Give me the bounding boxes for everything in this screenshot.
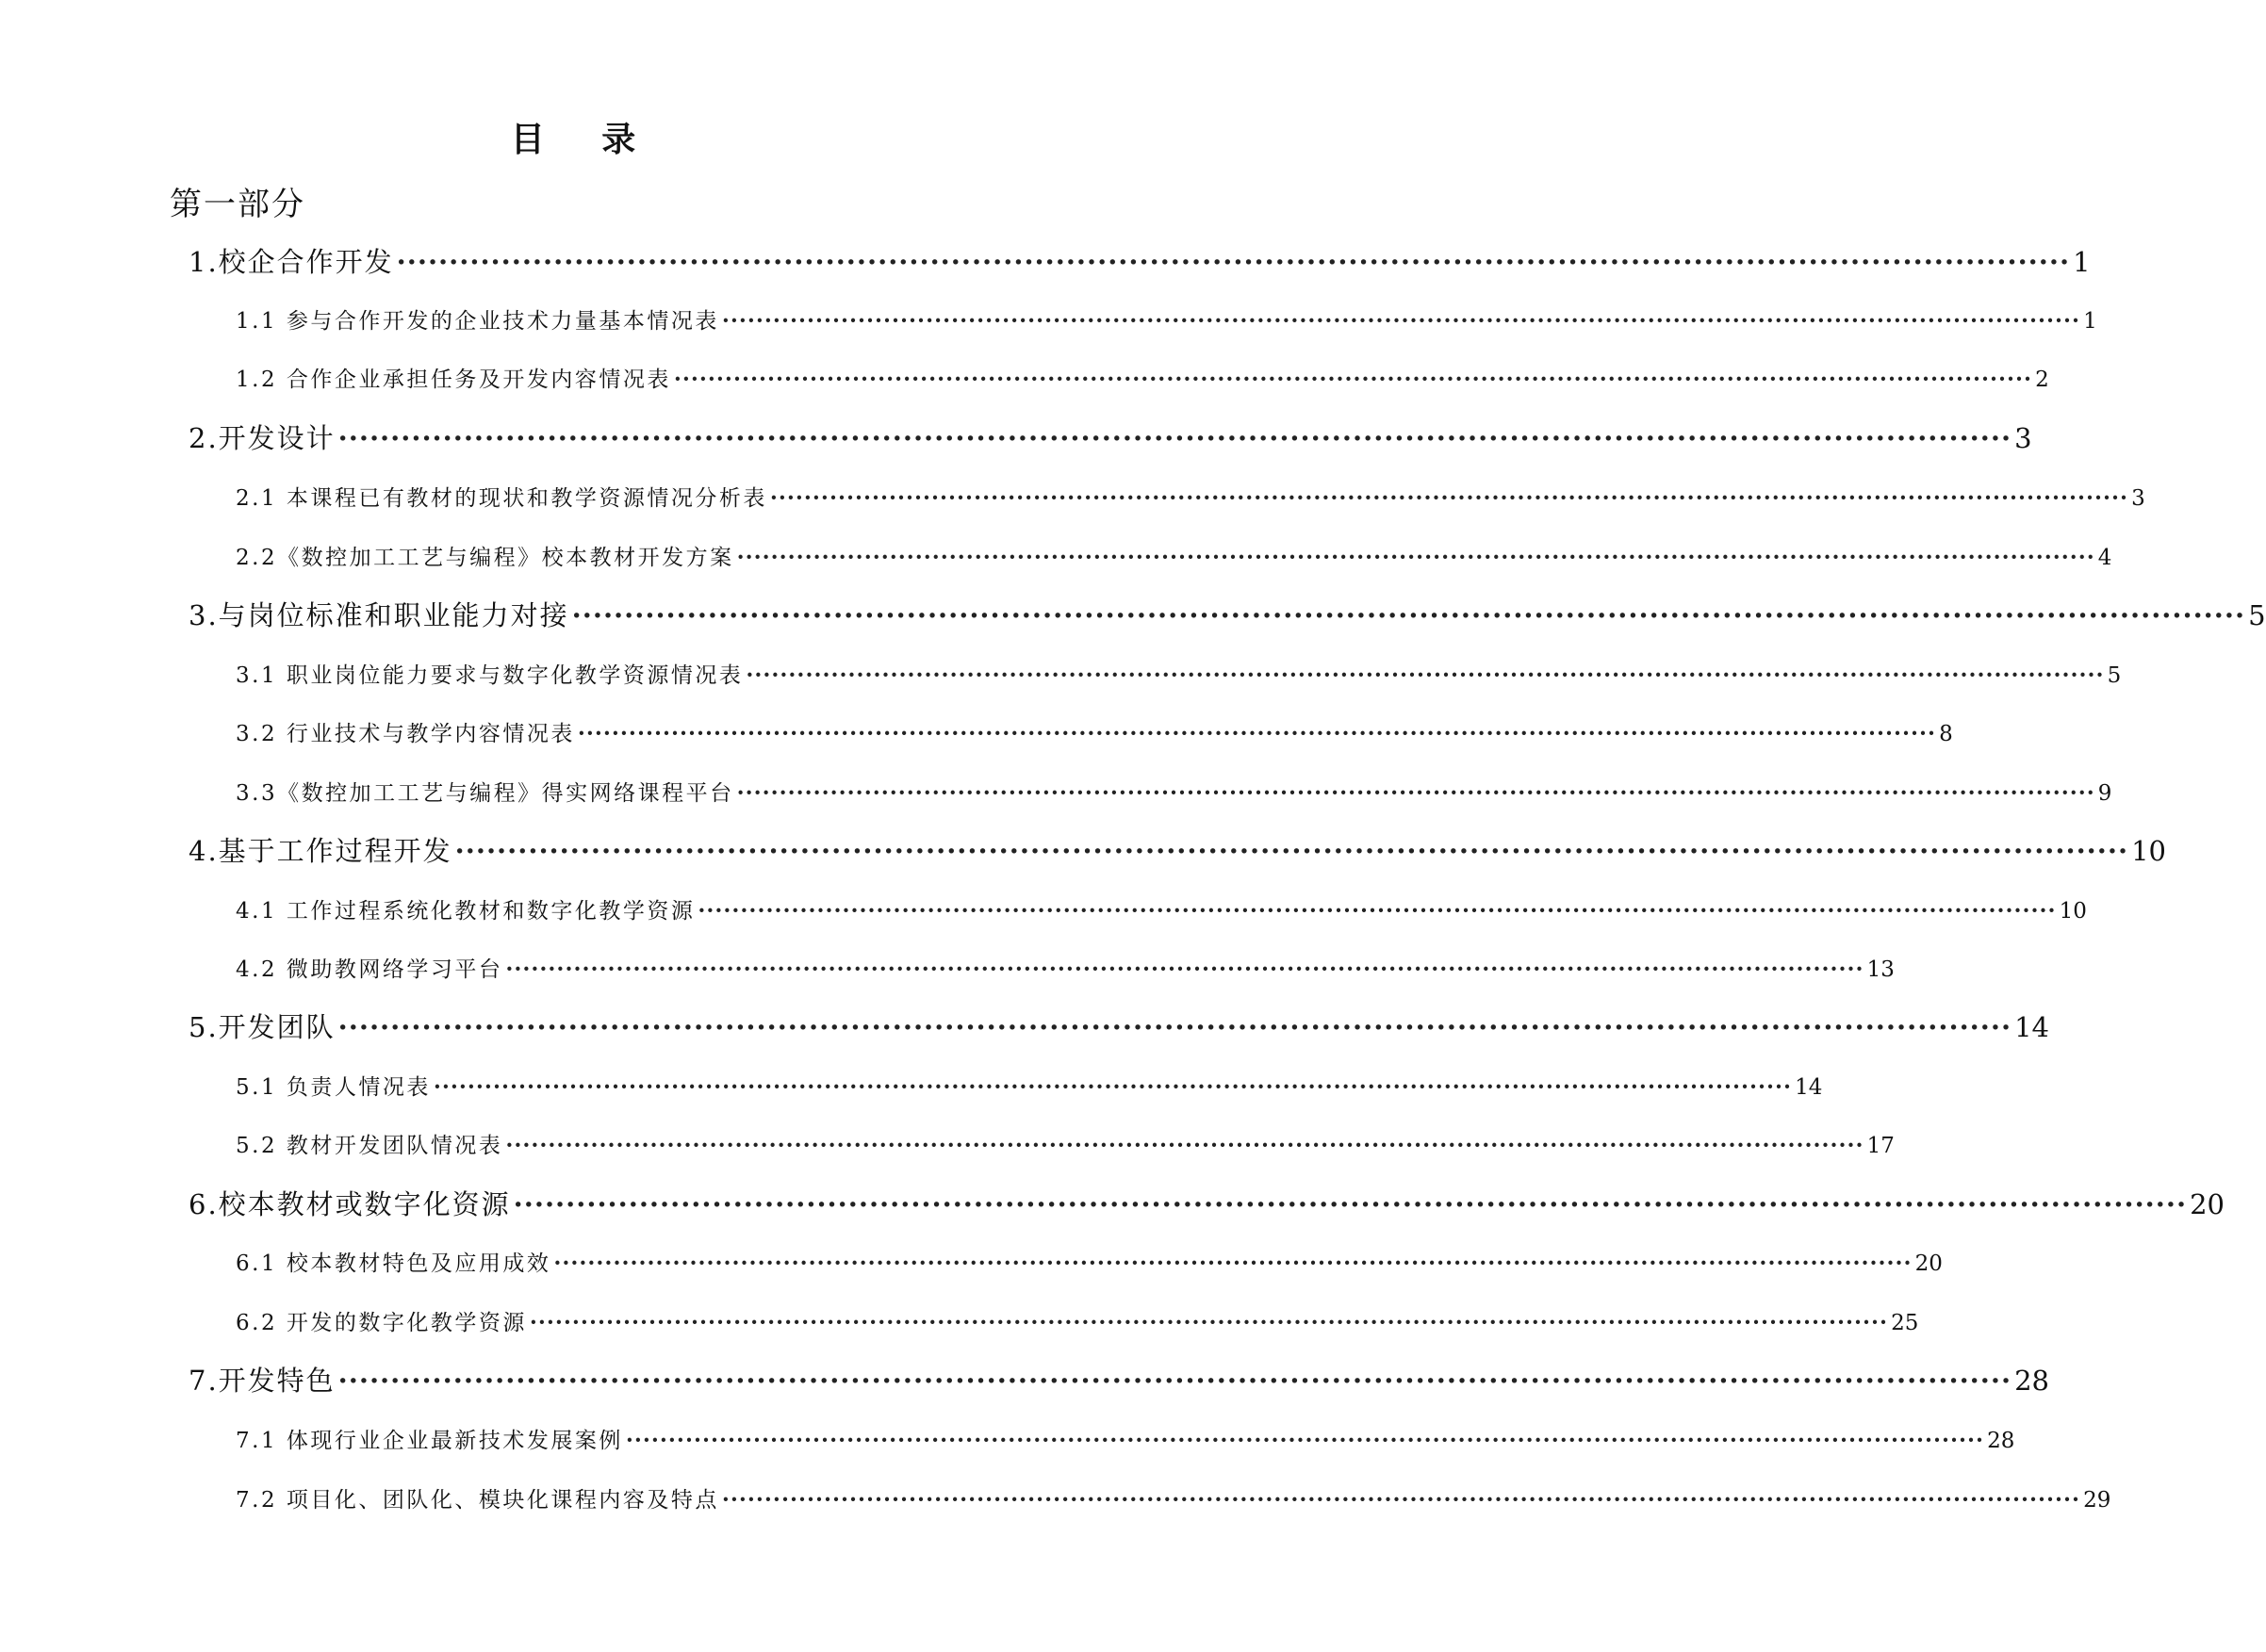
dot-leader: ································································································································································ [505, 1133, 1864, 1158]
toc-entry[interactable] [236, 1425, 2015, 1457]
toc-entry-label: 2.开发设计 [189, 422, 336, 454]
dot-leader: ································································································································································ [337, 1011, 2012, 1043]
toc-entry[interactable] [236, 1484, 2111, 1516]
toc-entry-label: 7.开发特色 [189, 1365, 336, 1397]
dot-leader: ································································································································································ [337, 1365, 2012, 1397]
toc-entry[interactable] [236, 305, 2097, 337]
toc-entry[interactable] [189, 597, 2266, 634]
toc-entry-label: 2.2《数控加工工艺与编程》校本教材开发方案 [236, 546, 734, 570]
toc-page-number: 9 [2097, 781, 2112, 806]
toc-entry-label: 7.2 项目化、团队化、模块化课程内容及特点 [236, 1488, 719, 1513]
dot-leader: ································································································································································ [577, 721, 1937, 746]
toc-page-number: 10 [2059, 899, 2087, 924]
toc-page-number: 25 [1891, 1311, 1919, 1335]
toc-entry[interactable] [189, 1186, 2225, 1223]
dot-leader: ································································································································································ [736, 545, 2095, 570]
toc-page-number: 28 [1987, 1429, 2015, 1453]
dot-leader: ································································································································································ [673, 367, 2033, 392]
dot-leader: ································································································································································ [736, 780, 2095, 806]
toc-entry-label: 5.1 负责人情况表 [236, 1075, 431, 1100]
toc-entry-label: 3.2 行业技术与教学内容情况表 [236, 722, 575, 746]
toc-entry-label: 4.2 微助教网络学习平台 [236, 957, 503, 982]
dot-leader: ································································································································································ [529, 1310, 1889, 1335]
toc-entry[interactable] [189, 419, 2032, 457]
toc-page-number: 4 [2097, 546, 2112, 570]
dot-leader: ································································································································································ [769, 485, 2129, 511]
toc-page-number: 5 [2248, 599, 2266, 631]
toc-page-number: 14 [1795, 1075, 1823, 1100]
toc-entry[interactable] [236, 1307, 1919, 1339]
toc-page-number: 2 [2035, 368, 2049, 392]
dot-leader: ································································································································································ [505, 957, 1864, 982]
dot-leader: ································································································································································ [433, 1074, 1793, 1100]
dot-leader: ································································································································································ [746, 662, 2105, 688]
toc-entry[interactable] [236, 542, 2112, 574]
toc-page-number: 14 [2014, 1011, 2049, 1043]
toc-page-number: 3 [2131, 486, 2145, 511]
toc-entry-label: 6.2 开发的数字化教学资源 [236, 1311, 527, 1335]
toc-page-number: 20 [1914, 1251, 1943, 1276]
toc-page-number: 3 [2014, 422, 2032, 454]
toc-entry-label: 3.与岗位标准和职业能力对接 [189, 599, 569, 631]
dot-leader: ································································································································································ [553, 1251, 1913, 1276]
toc-entry[interactable] [236, 954, 1895, 986]
dot-leader: ································································································································································ [513, 1188, 2188, 1220]
toc-page-number: 17 [1866, 1134, 1895, 1158]
toc-entry[interactable] [236, 895, 2087, 927]
dot-leader: ································································································································································ [698, 898, 2057, 924]
toc-page-number: 13 [1866, 957, 1895, 982]
toc-entry[interactable] [236, 1248, 1943, 1280]
toc-entry-label: 1.校企合作开发 [189, 246, 394, 278]
toc-entry-label: 2.1 本课程已有教材的现状和教学资源情况分析表 [236, 486, 767, 511]
toc-entry-label: 6.1 校本教材特色及应用成效 [236, 1251, 551, 1276]
toc-entry[interactable] [189, 1362, 2049, 1399]
toc-page-number: 20 [2190, 1188, 2225, 1220]
toc-page-number: 10 [2131, 835, 2166, 867]
toc-entry-label: 5.开发团队 [189, 1011, 336, 1043]
toc-entry-label: 1.1 参与合作开发的企业技术力量基本情况表 [236, 309, 719, 334]
toc-entry[interactable] [189, 832, 2166, 870]
toc-entry-label: 3.3《数控加工工艺与编程》得实网络课程平台 [236, 781, 734, 806]
toc-entry[interactable] [236, 777, 2112, 810]
toc-entry[interactable] [236, 483, 2145, 515]
toc-page-number: 5 [2107, 663, 2122, 688]
toc-entry[interactable] [236, 364, 2049, 396]
toc-page-number: 28 [2014, 1365, 2049, 1397]
toc-page-number: 29 [2083, 1488, 2111, 1513]
toc-entry-label: 4.基于工作过程开发 [189, 835, 452, 867]
toc-entry-label: 6.校本教材或数字化资源 [189, 1188, 511, 1220]
toc-entry-label: 5.2 教材开发团队情况表 [236, 1134, 503, 1158]
dot-leader: ································································································································································ [337, 422, 2012, 454]
dot-leader: ································································································································································ [721, 308, 2081, 334]
dot-leader: ································································································································································ [625, 1428, 1985, 1453]
toc-entry-label: 3.1 职业岗位能力要求与数字化教学资源情况表 [236, 663, 744, 688]
toc-page-number: 1 [2083, 309, 2097, 334]
dot-leader: ································································································································································ [396, 246, 2071, 278]
toc-entry[interactable] [236, 718, 1953, 750]
toc-page-number: 1 [2073, 246, 2091, 278]
toc-entry-label: 7.1 体现行业企业最新技术发展案例 [236, 1429, 623, 1453]
toc-entry[interactable] [189, 243, 2091, 281]
dot-leader: ································································································································································ [721, 1487, 2081, 1513]
toc-entry[interactable] [189, 1008, 2049, 1046]
toc-page-number: 8 [1939, 722, 1953, 746]
page-title: 目 录 [510, 120, 659, 159]
part-heading: 第一部分 [170, 186, 305, 223]
toc-entry-label: 4.1 工作过程系统化教材和数字化教学资源 [236, 899, 696, 924]
toc-entry-label: 1.2 合作企业承担任务及开发内容情况表 [236, 368, 671, 392]
toc-entry[interactable] [236, 1130, 1895, 1162]
toc-entry[interactable] [236, 660, 2122, 692]
dot-leader: ································································································································································ [454, 835, 2129, 867]
dot-leader: ································································································································································ [571, 599, 2246, 631]
toc-entry[interactable] [236, 1071, 1823, 1104]
